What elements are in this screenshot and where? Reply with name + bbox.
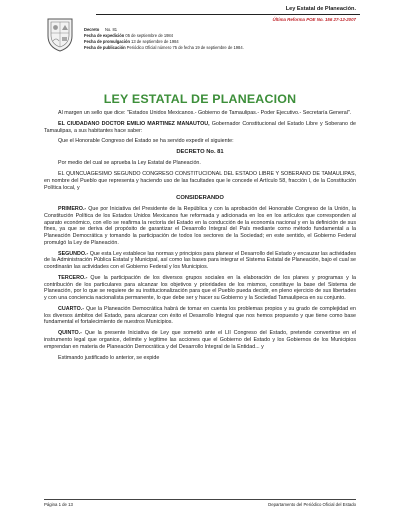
paragraph-legislature: EL QUINCUAGESIMO SEGUNDO CONGRESO CONSTITUCIONAL DEL ESTADO LIBRE Y SOBERANO DE TAMAULIPAS, en nombre del Pueblo que representa y haciendo uso de las facultades que le concede el Artículo 58, fracción I, de la Constitución Política local, y	[44, 171, 356, 191]
paragraph-governor: EL CIUDADANO DOCTOR EMILIO MARTINEZ MANAUTOU, Gobernador Constitucional del Estado Libre y Soberano de Tamaulipas, a sus habitantes hace saber:	[44, 120, 357, 134]
paragraph-congress: Que el Honorable Congreso del Estado se ha servido expedir el siguiente:	[58, 138, 234, 145]
footer-rule	[44, 499, 356, 500]
document-body	[44, 110, 356, 366]
page-number: Página 1 de 13	[44, 502, 73, 507]
paragraph-tercero: TERCERO.- Que la participación de los diversos grupos sociales en la elaboración de los planes y programas y la contribución de los particulares para alcanzar los objetivos y prioridades de los mismos, constituye la base del Sistema de Planeación, por lo que se requiere de su institucionalización para que el Pueblo pueda decidir, en pleno ejercicio de sus libertades y con una conciencia nacionalista permanente, lo que debe ser y hacer su Gobierno y la Sociedad Tamaulipeca en su conjunto.	[44, 275, 356, 302]
last-reform-note: Última Reforma POE No. 156 27-12-2007	[272, 17, 356, 22]
meta-row: Fecha de promulgación 13 de septiembre de 1984	[84, 39, 179, 45]
paragraph-closing: Estimando justificado lo anterior, se expide	[58, 354, 160, 361]
meta-row: Fecha de publicación Periódico Oficial número 75 de fecha 19 de septiembre de 1984.	[84, 45, 244, 51]
state-seal-icon	[44, 16, 76, 52]
paragraph-seal: Al margen un sello que dice: "Estados Unidos Mexicanos.- Gobierno de Tamaulipas.- Poder Ejecutivo.- Secretaría General".	[58, 110, 352, 116]
law-title: LEY ESTATAL DE PLANEACION	[103, 92, 297, 106]
paragraph-approval: Por medio del cual se aprueba la Ley Estatal de Planeación.	[58, 160, 201, 167]
considerando-heading: CONSIDERANDO	[176, 195, 224, 202]
paragraph-quinto: QUINTO.- Que la presente Iniciativa de Ley que sometió ante el LII Congreso del Estado, pretende convertirse en el instrumento legal que organice, delimite y legitime las acciones que el Gobierno del Estado y los Gobiernos de los Municipios emprendan en materia de Planeación Democrática y del Desarrollo Integral de la Entidad... y	[44, 330, 356, 350]
paragraph-primero: PRIMERO.- Que por Iniciativa del Presidente de la República y con la aprobación del Honorable Congreso de la Unión, la Constitución Política de los Estados Unidos Mexicanos fue reformada y adicionada en los en los artículos que corresponden al aparato económico, con ello se reafirma la rectoría del Estado en la conducción de la economía nacional y en la definición de sus fines, ya que se deriva del propósito de garantizar el Desarrollo Integral del País mediante como método fundamental a la Planeación Democrática y tomando la participación de todos los sectores de la Sociedad; en este sentido, el Gobierno Federal promulgó la Ley de Planeación.	[44, 206, 356, 246]
decree-heading: DECRETO No. 81	[176, 149, 224, 156]
footer-department: Departamento del Periódico Oficial del Estado	[268, 502, 356, 507]
decree-metadata	[84, 27, 244, 51]
meta-row: Fecha de expedición 05 de septiembre de 1984	[84, 33, 173, 39]
header-rule	[96, 14, 360, 15]
header-title: Ley Estatal de Planeación.	[285, 6, 356, 12]
paragraph-segundo: SEGUNDO.- Que esta Ley establece las normas y principios para planear el Desarrollo del Estado y encauzar las actividades de la Administración Pública Estatal y Municipal, así como las bases para integrar el Sistema Estatal de Planeación, bajo el cual se coordinarán las actividades con el Gobierno Federal y los Municipios.	[44, 250, 356, 271]
paragraph-cuarto: CUARTO.- Que la Planeación Democrática habrá de tomar en cuenta los problemas propios y su grado de complejidad en los diversos ámbitos del Estado, para alcanzar con éxito el Desarrollo Integral que nos hemos propuesto y que tiene como base fundamental el fortalecimiento de nuestros Municipios.	[44, 306, 356, 326]
meta-row: Decreto No. 81	[84, 27, 117, 32]
